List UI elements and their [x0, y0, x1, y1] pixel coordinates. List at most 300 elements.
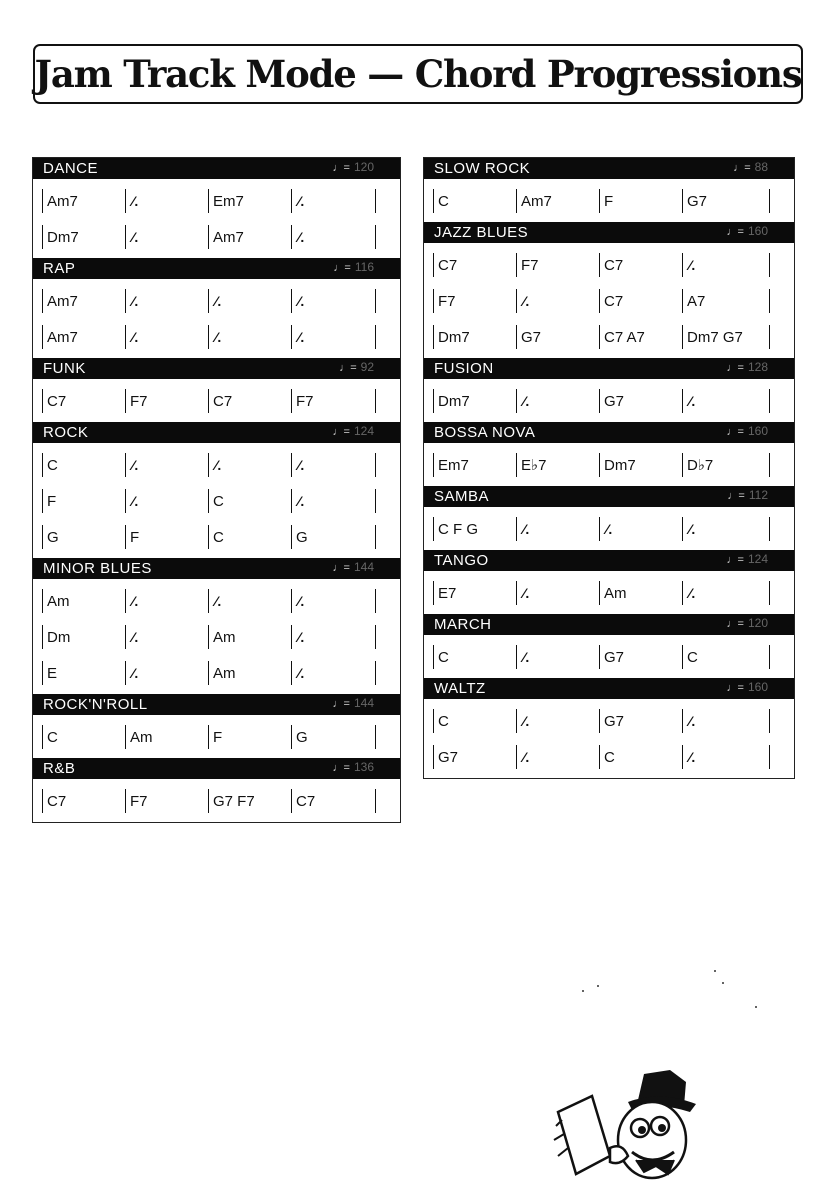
bar — [208, 489, 291, 513]
repeat-bar-icon: ⁄. — [298, 457, 305, 473]
tempo-value: 88 — [754, 160, 768, 174]
repeat-bar-icon: ⁄. — [215, 293, 222, 309]
chord-name: Em7 — [438, 456, 469, 474]
section-name: MINOR BLUES — [43, 560, 152, 577]
chord-name: C — [604, 748, 615, 766]
tempo-label — [727, 552, 768, 566]
bar — [291, 225, 374, 249]
bar-row — [424, 319, 794, 355]
bar — [208, 325, 291, 349]
section-header — [33, 358, 400, 379]
tempo-label — [333, 160, 374, 174]
bar-row — [424, 639, 794, 675]
tempo-label — [333, 696, 374, 710]
bar — [42, 189, 125, 213]
bar — [291, 189, 374, 213]
chord-name: C — [213, 528, 224, 546]
tempo-note-icon: ♩= — [733, 162, 751, 174]
section-name: MARCH — [434, 616, 492, 633]
tempo-value: 124 — [353, 424, 374, 438]
bar-line-end — [769, 745, 770, 769]
chord-name: A7 — [687, 292, 706, 310]
bar — [125, 589, 208, 613]
section-name: DANCE — [43, 160, 99, 177]
bar-row — [33, 383, 400, 419]
bar — [516, 253, 599, 277]
chord-rows — [33, 779, 400, 822]
tempo-value: 120 — [353, 160, 374, 174]
chord-name: Dm — [47, 628, 71, 646]
tempo-value: 116 — [354, 260, 374, 274]
mascot-illustration — [540, 1060, 710, 1186]
bar — [208, 189, 291, 213]
bar-line-end — [375, 289, 376, 313]
speck — [722, 982, 724, 984]
bar — [125, 325, 208, 349]
tempo-note-icon: ♩= — [332, 426, 350, 438]
tempo-value: 112 — [748, 488, 768, 502]
bar — [433, 389, 516, 413]
bar-line-end — [375, 789, 376, 813]
chord-rows — [33, 179, 400, 258]
chord-name: Am7 — [47, 328, 78, 346]
chord-name: E♭7 — [521, 457, 547, 474]
bar — [42, 725, 125, 749]
bar-row — [424, 703, 794, 739]
chord-name: Am — [604, 584, 627, 602]
bar — [516, 709, 599, 733]
repeat-bar-icon: ⁄. — [606, 521, 613, 537]
repeat-bar-icon: ⁄. — [689, 521, 696, 537]
bar — [42, 589, 125, 613]
bar-line-end — [375, 661, 376, 685]
tempo-note-icon: ♩= — [727, 490, 745, 502]
repeat-bar-icon: ⁄. — [215, 329, 222, 345]
chord-name: Am7 — [47, 192, 78, 210]
tempo-label — [333, 760, 374, 774]
section-header — [33, 258, 400, 279]
bar-line-end — [375, 453, 376, 477]
bar-row — [424, 447, 794, 483]
chord-name: G7 — [687, 192, 708, 210]
chord-rows — [424, 443, 794, 486]
chord-name: Dm7 — [438, 328, 470, 346]
bar — [433, 709, 516, 733]
chord-name: C F G — [438, 520, 478, 538]
bar — [433, 745, 516, 769]
tempo-value: 144 — [353, 696, 374, 710]
repeat-bar-icon: ⁄. — [132, 293, 139, 309]
bar — [42, 453, 125, 477]
chord-name: G7 — [604, 712, 625, 730]
chord-name: Am — [130, 728, 153, 746]
bar — [291, 661, 374, 685]
section-header — [424, 486, 794, 507]
repeat-bar-icon: ⁄. — [132, 593, 139, 609]
speck — [714, 970, 716, 972]
repeat-bar-icon: ⁄. — [523, 585, 530, 601]
bar-row — [33, 219, 400, 255]
repeat-bar-icon: ⁄. — [523, 713, 530, 729]
section-name: SLOW ROCK — [434, 160, 531, 177]
bar — [291, 625, 374, 649]
page-title: Jam Track Mode — Chord Progressions — [34, 52, 802, 96]
section-header — [424, 158, 794, 179]
chord-rows — [33, 579, 400, 694]
repeat-bar-icon: ⁄. — [298, 493, 305, 509]
repeat-bar-icon: ⁄. — [298, 665, 305, 681]
chord-name: Am — [47, 592, 70, 610]
repeat-bar-icon: ⁄. — [689, 257, 696, 273]
bar-row — [33, 719, 400, 755]
section-header — [424, 678, 794, 699]
bar-line-end — [769, 289, 770, 313]
bar — [208, 389, 291, 413]
tempo-note-icon: ♩= — [726, 226, 744, 238]
section-header — [424, 422, 794, 443]
bar-row — [33, 283, 400, 319]
left-column — [32, 157, 401, 823]
repeat-bar-icon: ⁄. — [132, 665, 139, 681]
chord-rows — [33, 715, 400, 758]
bar — [291, 789, 374, 813]
section-name: FUNK — [43, 360, 86, 377]
section-name: R&B — [43, 760, 76, 777]
bar-line-end — [769, 709, 770, 733]
bar — [125, 389, 208, 413]
bar-row — [33, 619, 400, 655]
bar — [599, 645, 682, 669]
bar — [433, 289, 516, 313]
chord-name: C7 — [47, 792, 67, 810]
bar-row — [33, 783, 400, 819]
bar — [125, 453, 208, 477]
bar — [125, 661, 208, 685]
bar — [599, 745, 682, 769]
tempo-value: 160 — [747, 680, 768, 694]
bar — [125, 625, 208, 649]
bar-row — [33, 319, 400, 355]
bar — [599, 517, 682, 541]
repeat-bar-icon: ⁄. — [215, 457, 222, 473]
bar — [42, 789, 125, 813]
bar-line-end — [769, 389, 770, 413]
tempo-note-icon: ♩= — [726, 554, 744, 566]
repeat-bar-icon: ⁄. — [523, 293, 530, 309]
chord-name: C7 — [47, 392, 67, 410]
tempo-label — [727, 488, 768, 502]
chord-name: Dm7 — [47, 228, 79, 246]
tempo-note-icon: ♩= — [332, 162, 350, 174]
chord-name: C — [438, 192, 449, 210]
bar-line-end — [375, 525, 376, 549]
repeat-bar-icon: ⁄. — [689, 393, 696, 409]
chord-name: F7 — [130, 392, 148, 410]
chord-rows — [424, 379, 794, 422]
bar-row — [424, 739, 794, 775]
section-name: BOSSA NOVA — [434, 424, 536, 441]
repeat-bar-icon: ⁄. — [298, 629, 305, 645]
tempo-value: 160 — [747, 224, 768, 238]
bar — [516, 745, 599, 769]
bar — [125, 489, 208, 513]
bar — [291, 589, 374, 613]
bar — [125, 789, 208, 813]
chord-rows — [424, 179, 794, 222]
chord-name: Am7 — [213, 228, 244, 246]
chord-rows — [424, 635, 794, 678]
chord-name: G7 — [604, 648, 625, 666]
bar — [208, 289, 291, 313]
repeat-bar-icon: ⁄. — [132, 457, 139, 473]
bar — [125, 289, 208, 313]
section-header — [424, 550, 794, 571]
chord-name: Dm7 — [604, 456, 636, 474]
chord-name: F7 — [521, 256, 539, 274]
bar — [599, 325, 682, 349]
bar — [208, 661, 291, 685]
section-name: RAP — [43, 260, 76, 277]
chord-name: Dm7 — [438, 392, 470, 410]
repeat-bar-icon: ⁄. — [523, 649, 530, 665]
chord-rows — [33, 379, 400, 422]
bar — [516, 325, 599, 349]
bar-row — [424, 183, 794, 219]
bar — [433, 189, 516, 213]
chord-name: C — [47, 456, 58, 474]
bar — [42, 289, 125, 313]
section-header — [33, 558, 400, 579]
bar — [208, 725, 291, 749]
tempo-note-icon: ♩= — [726, 362, 744, 374]
chord-name: C7 A7 — [604, 328, 645, 346]
bar-line-end — [769, 581, 770, 605]
bar — [42, 225, 125, 249]
bar — [599, 289, 682, 313]
chord-name: Am — [213, 664, 236, 682]
bar-row — [33, 447, 400, 483]
chord-name: G — [296, 528, 308, 546]
bar — [291, 453, 374, 477]
tempo-label — [727, 680, 768, 694]
bar — [42, 325, 125, 349]
bar — [291, 725, 374, 749]
bar-line-end — [769, 453, 770, 477]
chord-name: G — [296, 728, 308, 746]
repeat-bar-icon: ⁄. — [689, 749, 696, 765]
section-name: FUSION — [434, 360, 494, 377]
bar-line-end — [375, 325, 376, 349]
tempo-value: 128 — [747, 360, 768, 374]
chord-name: Am — [213, 628, 236, 646]
bar — [516, 517, 599, 541]
bar — [433, 325, 516, 349]
bar — [291, 389, 374, 413]
bar — [291, 489, 374, 513]
bar — [516, 645, 599, 669]
tempo-label — [727, 360, 768, 374]
bar — [433, 645, 516, 669]
repeat-bar-icon: ⁄. — [298, 229, 305, 245]
section-name: JAZZ BLUES — [434, 224, 529, 241]
bar — [682, 325, 765, 349]
title-box — [33, 44, 803, 104]
section-header — [33, 694, 400, 715]
repeat-bar-icon: ⁄. — [298, 293, 305, 309]
tempo-value: 92 — [360, 360, 374, 374]
chord-name: F7 — [296, 392, 314, 410]
bar — [433, 453, 516, 477]
chord-name: Dm7 G7 — [687, 328, 743, 346]
chord-name: C7 — [604, 292, 624, 310]
bar-row — [424, 383, 794, 419]
chord-name: C — [47, 728, 58, 746]
tempo-value: 136 — [353, 760, 374, 774]
repeat-bar-icon: ⁄. — [689, 585, 696, 601]
bar — [682, 745, 765, 769]
repeat-bar-icon: ⁄. — [523, 521, 530, 537]
bar — [599, 253, 682, 277]
bar — [682, 253, 765, 277]
bar — [208, 625, 291, 649]
chord-name: C7 — [296, 792, 316, 810]
speck — [582, 990, 584, 992]
bar — [291, 325, 374, 349]
chord-name: G — [47, 528, 59, 546]
bar — [682, 517, 765, 541]
repeat-bar-icon: ⁄. — [132, 193, 139, 209]
bar — [433, 517, 516, 541]
repeat-bar-icon: ⁄. — [215, 593, 222, 609]
chord-name: F — [213, 728, 223, 746]
bar — [433, 253, 516, 277]
bar — [682, 645, 765, 669]
bar-row — [33, 655, 400, 691]
bar — [208, 589, 291, 613]
speck — [755, 1006, 757, 1008]
chord-name: C — [438, 712, 449, 730]
section-name: WALTZ — [434, 680, 486, 697]
bar — [291, 525, 374, 549]
bar — [208, 453, 291, 477]
chord-name: Em7 — [213, 192, 244, 210]
repeat-bar-icon: ⁄. — [132, 329, 139, 345]
bar-row — [424, 575, 794, 611]
bar — [682, 189, 765, 213]
repeat-bar-icon: ⁄. — [523, 749, 530, 765]
section-header — [424, 614, 794, 635]
bar — [599, 453, 682, 477]
chord-name: G7 — [604, 392, 625, 410]
bar-line-end — [375, 625, 376, 649]
tempo-value: 160 — [747, 424, 768, 438]
chord-name: Am7 — [521, 192, 552, 210]
tempo-note-icon: ♩= — [332, 762, 350, 774]
bar — [682, 453, 765, 477]
bar — [682, 581, 765, 605]
repeat-bar-icon: ⁄. — [689, 713, 696, 729]
bar-row — [33, 519, 400, 555]
chord-rows — [33, 443, 400, 558]
tempo-note-icon: ♩= — [332, 562, 350, 574]
chord-name: Am7 — [47, 292, 78, 310]
bar-row — [424, 283, 794, 319]
bar — [599, 709, 682, 733]
chord-name: D♭7 — [687, 457, 714, 474]
bar — [599, 581, 682, 605]
bar-line-end — [375, 389, 376, 413]
tempo-value: 124 — [747, 552, 768, 566]
bar-row — [33, 483, 400, 519]
bar-row — [424, 511, 794, 547]
chord-name: F — [130, 528, 140, 546]
chord-name: G7 F7 — [213, 792, 255, 810]
chord-name: C — [438, 648, 449, 666]
bar-line-end — [375, 589, 376, 613]
bar-line-end — [375, 225, 376, 249]
section-header — [424, 358, 794, 379]
bar — [516, 581, 599, 605]
bar — [42, 525, 125, 549]
chord-rows — [424, 699, 794, 778]
chord-name: C — [213, 492, 224, 510]
bar — [208, 789, 291, 813]
tempo-label — [727, 616, 768, 630]
bar-line-end — [375, 189, 376, 213]
tempo-note-icon: ♩= — [339, 362, 357, 374]
bar-line-end — [769, 325, 770, 349]
bar — [516, 453, 599, 477]
chord-name: F — [604, 192, 614, 210]
repeat-bar-icon: ⁄. — [523, 393, 530, 409]
section-header — [424, 222, 794, 243]
repeat-bar-icon: ⁄. — [132, 493, 139, 509]
repeat-bar-icon: ⁄. — [298, 593, 305, 609]
bar — [682, 289, 765, 313]
chord-name: G7 — [438, 748, 459, 766]
chord-name: F7 — [438, 292, 456, 310]
chord-rows — [424, 571, 794, 614]
repeat-bar-icon: ⁄. — [132, 229, 139, 245]
tempo-note-icon: ♩= — [333, 262, 351, 274]
bar-line-end — [769, 189, 770, 213]
chord-name: C — [687, 648, 698, 666]
chord-name: E7 — [438, 584, 457, 602]
chord-name: C7 — [213, 392, 233, 410]
section-header — [33, 158, 400, 179]
bar — [42, 661, 125, 685]
bar-row — [33, 183, 400, 219]
bar — [208, 225, 291, 249]
right-column — [423, 157, 795, 779]
bar — [208, 525, 291, 549]
chord-rows — [424, 243, 794, 358]
chord-name: F — [47, 492, 57, 510]
repeat-bar-icon: ⁄. — [298, 193, 305, 209]
bar — [42, 489, 125, 513]
section-name: SAMBA — [434, 488, 490, 505]
tempo-value: 144 — [353, 560, 374, 574]
bar — [599, 389, 682, 413]
bar — [599, 189, 682, 213]
bar — [516, 189, 599, 213]
bar — [125, 189, 208, 213]
chord-name: G7 — [521, 328, 542, 346]
section-header — [33, 758, 400, 779]
section-name: ROCK — [43, 424, 89, 441]
repeat-bar-icon: ⁄. — [298, 329, 305, 345]
bar — [682, 389, 765, 413]
